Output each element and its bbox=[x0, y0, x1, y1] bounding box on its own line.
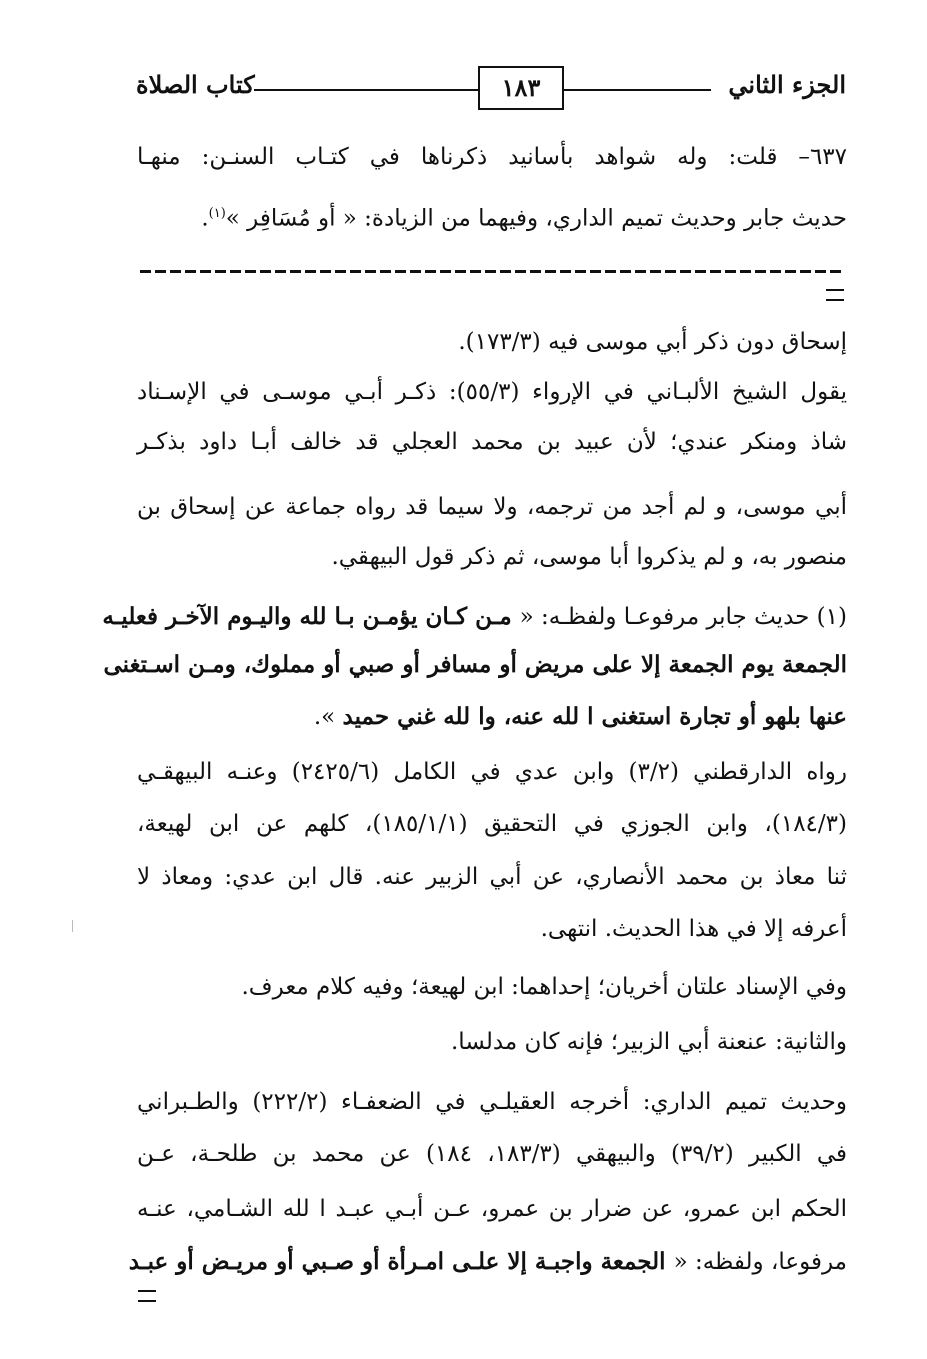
footnote-line-7: أعرفه إلا في هذا الحديث. انتهى. bbox=[540, 916, 847, 942]
scan-mark bbox=[72, 920, 73, 932]
footnote-line-11: في الكبير (٣٩/٢) والبيهقي (١٨٣/٣، ١٨٤) عن محمد بن طلحـة، عـن bbox=[137, 1141, 847, 1167]
footnote-separator bbox=[140, 270, 842, 273]
header-rule-left bbox=[254, 89, 619, 91]
footnote-line-13: مرفوعا، ولفظه: « الجمعة واجبـة إلا علـى امـرأة أو صـبي أو مريـض أو عبـد bbox=[128, 1248, 847, 1275]
footnote-line-2: الجمعة يوم الجمعة إلا على مريض أو مسافر أو صبي أو مملوك، ومـن اسـتغنى bbox=[103, 651, 847, 678]
main-line-2: حديث جابر وحديث تميم الداري، وفيهما من الزيادة: « أو مُسَافِر »$^{(١)}$. bbox=[201, 205, 847, 232]
note-line-3: شاذ ومنكر عندي؛ لأن عبيد بن محمد العجلي قد خالف أبـا داود بذكـر bbox=[137, 429, 847, 455]
footnote-line-3: عنها بلهو أو تجارة استغنى ا لله عنه، وا لله غني حميد ». bbox=[313, 703, 847, 730]
continuation-mark bbox=[826, 289, 844, 301]
note-line-2: يقول الشيخ الألبـاني في الإرواء (٥٥/٣): ذكـر أبـي موسـى في الإسـناد bbox=[137, 379, 847, 405]
footnote-line-8: وفي الإسناد علتان أخريان؛ إحداهما: ابن لهيعة؛ وفيه كلام معرف. bbox=[241, 974, 847, 1000]
part-title: الجزء الثاني bbox=[728, 70, 846, 99]
note-line-4: أبي موسى، و لم أجد من ترجمه، ولا سيما قد رواه جماعة عن إسحاق بن bbox=[137, 494, 847, 520]
book-title: كتاب الصلاة bbox=[136, 70, 255, 99]
continuation-mark-bottom bbox=[138, 1290, 156, 1302]
page-header bbox=[136, 62, 846, 110]
footnote-line-9: والثانية: عنعنة أبي الزبير؛ فإنه كان مدلسا. bbox=[451, 1029, 847, 1055]
footnote-line-12: الحكم ابن عمرو، عن ضرار بن عمرو، عـن أبـي عبـد ا لله الشـامي، عنـه bbox=[137, 1196, 847, 1222]
footnote-line-10: وحديث تميم الداري: أخرجه العقيلـي في الضعفـاء (٢٢٢/٢) والطـبراني bbox=[137, 1089, 847, 1115]
note-line-1: إسحاق دون ذكر أبي موسى فيه (١٧٣/٣). bbox=[458, 329, 847, 355]
note-line-5: منصور به، و لم يذكروا أبا موسى، ثم ذكر قول البيهقي. bbox=[331, 544, 847, 570]
footnote-line-5: (١٨٤/٣)، وابن الجوزي في التحقيق (١٨٥/١/١)، كلهم عن ابن لهيعة، bbox=[137, 811, 847, 837]
main-line-1: ٦٣٧– قلت: وله شواهد بأسانيد ذكرناها في كتـاب السنـن: منهـا bbox=[137, 144, 847, 170]
footnote-line-4: رواه الدارقطني (٣/٢) وابن عدي في الكامل (٢٤٢٥/٦) وعنـه البيهقـي bbox=[137, 759, 848, 785]
footnote-ref: (١) bbox=[208, 206, 226, 221]
footnote-line-6: ثنا معاذ بن محمد الأنصاري، عن أبي الزبير عنه. قال ابن عدي: ومعاذ لا bbox=[137, 864, 847, 890]
page-number: ١٨٣ bbox=[478, 66, 564, 110]
footnote-line-1: (١) حديث جابر مرفوعـا ولفظـه: « مـن كـان يؤمـن بـا لله واليـوم الآخـر فعليـه bbox=[102, 603, 847, 630]
